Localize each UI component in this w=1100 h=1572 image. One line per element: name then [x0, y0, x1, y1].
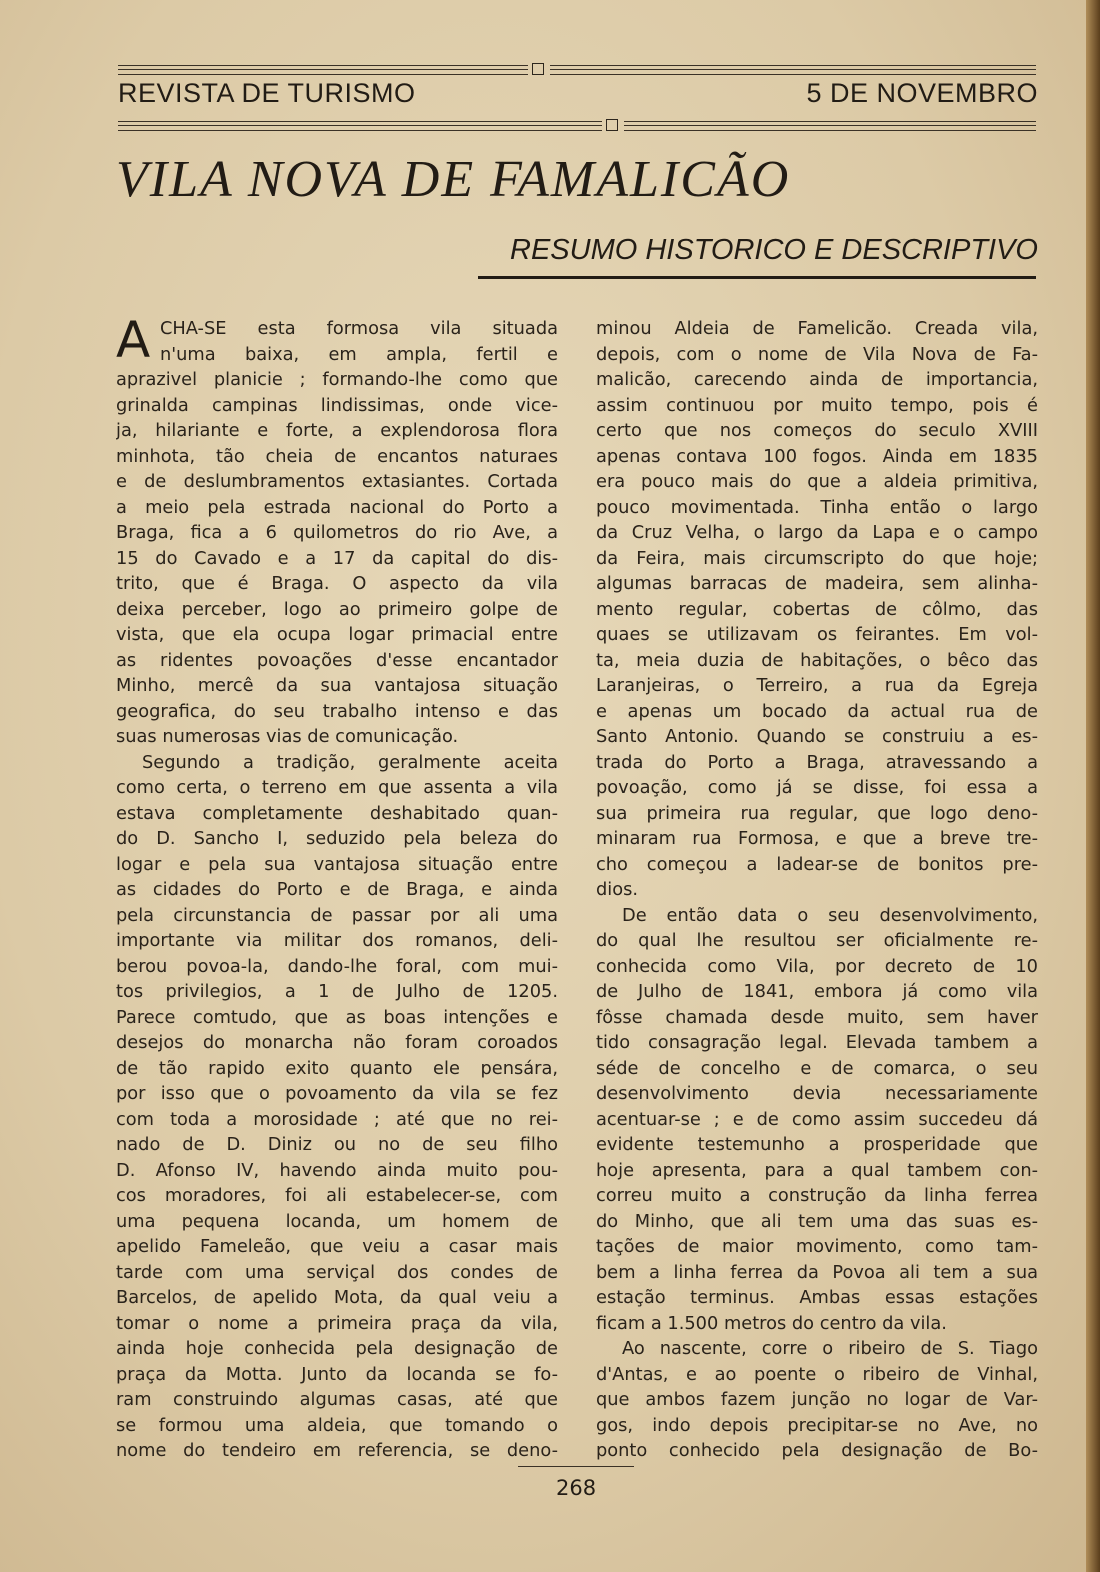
text-line: Ao nascente, corre o ribeiro de S. Tiago — [622, 1338, 1038, 1359]
text-line: apenas contava 100 fogos. Ainda em 1835 — [596, 445, 1038, 467]
publication-name: REVISTA DE TURISMO — [118, 78, 416, 108]
text-line: correu muito a construção da linha ferrea — [596, 1185, 1038, 1206]
text-line: De então data o seu desenvolvimento, — [622, 904, 1038, 926]
text-line: ta, meia duzia de habitações, o bêco das — [596, 649, 1038, 671]
text-line: de tão rapido exito quanto ele pensára, — [116, 1057, 558, 1079]
text-line: minhota, tão cheia de encantos naturaes — [116, 445, 558, 467]
text-line: logar e pela sua vantajosa situação entre — [116, 853, 558, 875]
text-line: malicão, carecendo ainda de importancia, — [596, 369, 1038, 390]
text-line: pela circunstancia de passar por ali uma — [116, 904, 558, 926]
text-line: conhecida como Vila, por decreto de 10 — [596, 955, 1038, 977]
text-line: tido consagração legal. Elevada tambem a — [596, 1032, 1038, 1053]
text-line: hoje apresenta, para a qual tambem con- — [596, 1159, 1038, 1181]
text-line: evidente testemunho a prosperidade que — [596, 1134, 1038, 1155]
text-line: assim continuou por muito tempo, pois é — [596, 394, 1038, 416]
header-top-rule — [118, 62, 1036, 76]
text-line: cos moradores, foi ali estabelecer-se, com — [116, 1185, 558, 1206]
text-line: estava completamente deshabitado quan- — [116, 802, 558, 824]
text-line: tomar o nome a primeira praça da vila, — [116, 1312, 558, 1334]
text-line: apelido Fameleão, que veiu a casar mais — [116, 1236, 558, 1257]
text-line: as cidades do Porto e de Braga, e ainda — [116, 879, 558, 900]
text-line: aprazivel planicie ; formando-lhe como que — [116, 369, 558, 390]
text-line: era pouco mais do que a aldeia primitiva, — [596, 471, 1038, 492]
text-line: trada do Porto a Braga, atravessando a — [596, 751, 1038, 773]
text-line: por isso que o povoamento da vila se fez — [116, 1083, 558, 1104]
text-line: uma pequena locanda, um homem de — [116, 1210, 558, 1232]
text-line: como certa, o terreno em que assenta a vila — [116, 777, 558, 798]
text-line: nome do tendeiro em referencia, se deno- — [116, 1440, 558, 1461]
text-line: Laranjeiras, o Terreiro, a rua da Egreja — [596, 675, 1038, 696]
text-line: povoação, como já se disse, foi essa a — [596, 777, 1038, 798]
left-column — [116, 311, 558, 1464]
text-line: Santo Antonio. Quando se construiu a es- — [596, 726, 1038, 747]
text-line: bem a linha ferrea da Povoa ali tem a sua — [596, 1261, 1038, 1283]
text-line: a meio pela estrada nacional do Porto a — [116, 496, 558, 518]
text-line: gos, indo depois precipitar-se no Ave, no — [596, 1414, 1038, 1436]
text-line: geografica, do seu trabalho intenso e das — [116, 700, 558, 722]
text-line: pouco movimentada. Tinha então o largo — [596, 496, 1038, 518]
text-line: praça da Motta. Junto da locanda se fo- — [116, 1363, 558, 1385]
text-line: ainda hoje conhecida pela designação de — [116, 1338, 558, 1359]
text-line: da Cruz Velha, o largo da Lapa e o campo — [596, 522, 1038, 543]
text-line: e apenas um bocado da actual rua de — [596, 700, 1038, 722]
page-binding-edge — [1086, 0, 1100, 1572]
text-line: do D. Sancho I, seduzido pela beleza do — [116, 828, 558, 849]
text-line: grinalda campinas lindissimas, onde vice- — [116, 394, 558, 416]
text-line: d'Antas, e ao poente o ribeiro de Vinhal, — [596, 1363, 1038, 1385]
text-line: certo que nos começos do seculo XVIII — [596, 420, 1038, 441]
text-line: deixa perceber, logo ao primeiro golpe de — [116, 598, 558, 620]
text-line: Minho, mercê da sua vantajosa situação — [116, 675, 558, 696]
text-line: Braga, fica a 6 quilometros do rio Ave, a — [116, 522, 558, 543]
text-line: Segundo a tradição, geralmente aceita — [142, 751, 558, 773]
subtitle-underline — [478, 276, 1036, 279]
text-line: as ridentes povoações d'esse encantador — [116, 649, 558, 671]
text-line: mento regular, cobertas de côlmo, das — [596, 598, 1038, 620]
text-line: tações de maior movimento, como tam- — [596, 1236, 1038, 1257]
page-number: 268 — [556, 1476, 597, 1500]
article-title: VILA NOVA DE FAMALICÃO — [116, 151, 791, 208]
text-line: Barcelos, de apelido Mota, da qual veiu a — [116, 1287, 558, 1308]
text-line: fôsse chamada desde muito, sem haver — [596, 1006, 1038, 1028]
text-line: acentuar-se ; e de como assim succedeu dá — [596, 1108, 1038, 1130]
text-line: D. Afonso IV, havendo ainda muito pou- — [116, 1159, 558, 1181]
text-line: da Feira, mais circumscripto do que hoje; — [596, 547, 1038, 569]
text-line: n'uma baixa, em ampla, fertil e — [160, 343, 558, 365]
text-line: berou povoa-la, dando-lhe foral, com mui- — [116, 955, 558, 977]
text-line: CHA-SE esta formosa vila situada — [160, 318, 558, 339]
text-line: minaram rua Formosa, e que a breve tre- — [596, 828, 1038, 849]
text-line: desejos do monarcha não foram coroados — [116, 1032, 558, 1053]
text-line: estação terminus. Ambas essas estações — [596, 1287, 1038, 1308]
text-line: que ambos fazem junção no logar de Var- — [596, 1389, 1038, 1410]
text-line: e de deslumbramentos extasiantes. Cortada — [116, 471, 558, 492]
text-line: tarde com uma serviçal dos condes de — [116, 1261, 558, 1283]
text-line: sua primeira rua regular, que logo deno- — [596, 802, 1038, 824]
text-line: vista, que ela ocupa logar primacial entre — [116, 624, 558, 645]
text-line: algumas barracas de madeira, sem alinha- — [596, 573, 1038, 594]
text-line: depois, com o nome de Vila Nova de Fa- — [596, 343, 1038, 365]
text-line: minou Aldeia de Famelicão. Creada vila, — [596, 318, 1038, 339]
text-line: ja, hilariante e forte, a explendorosa flora — [116, 420, 558, 441]
text-line: ram construindo algumas casas, até que — [116, 1389, 558, 1410]
text-line: desenvolvimento devia necessariamente — [596, 1083, 1038, 1104]
text-line: com toda a morosidade ; até que no rei- — [116, 1108, 558, 1130]
text-line: importante via militar dos romanos, deli- — [116, 930, 558, 951]
text-line: ponto conhecido pela designação de Bo- — [596, 1440, 1038, 1461]
text-line: de Julho de 1841, embora já como vila — [596, 981, 1038, 1002]
text-line: ficam a 1.500 metros do centro da vila. — [596, 1312, 947, 1334]
text-line: cho começou a ladear-se de bonitos pre- — [596, 853, 1038, 875]
text-line: do Minho, que ali tem uma das suas es- — [596, 1210, 1038, 1232]
text-line: quaes se utilizavam os feirantes. Em vol- — [596, 624, 1038, 645]
drop-cap: A — [116, 311, 151, 369]
header-bottom-rule — [118, 118, 1036, 132]
text-line: nado de D. Diniz ou no de seu filho — [116, 1134, 558, 1155]
text-line: dios. — [596, 879, 639, 900]
text-line: tos privilegios, a 1 de Julho de 1205. — [116, 981, 558, 1002]
right-column — [596, 316, 1038, 1464]
text-line: 15 do Cavado e a 17 da capital do dis- — [116, 547, 558, 569]
article-subtitle: RESUMO HISTORICO E DESCRIPTIVO — [510, 234, 1038, 266]
text-line: trito, que é Braga. O aspecto da vila — [116, 573, 558, 594]
text-line: Parece comtudo, que as boas intenções e — [116, 1006, 558, 1028]
issue-date: 5 DE NOVEMBRO — [806, 78, 1038, 108]
text-line: séde de concelho e de comarca, o seu — [596, 1057, 1038, 1079]
text-line: do qual lhe resultou ser oficialmente re- — [596, 930, 1038, 951]
text-line: se formou uma aldeia, que tomando o — [116, 1414, 558, 1436]
text-line: suas numerosas vias de comunicação. — [116, 726, 459, 747]
footer-rule — [518, 1466, 634, 1467]
